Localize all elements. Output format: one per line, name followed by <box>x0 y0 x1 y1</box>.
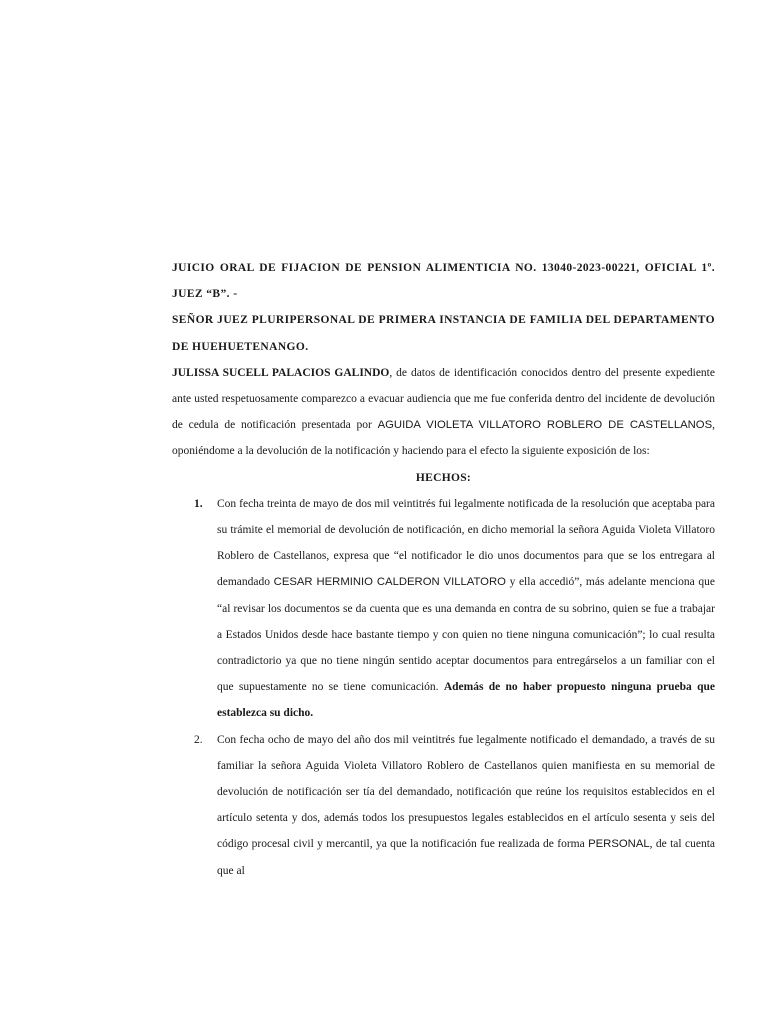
list-item <box>172 491 715 727</box>
item-1-text-b: y ella accedió”, más adelante menciona que “al revisar los documentos se da cuenta que es una demanda en contra de su sobrino, quien se fue a trabajar a Estados Unidos desde hace bastante tiempo y con quien no tiene ninguna comunicación”; lo cual resulta contradictorio ya que no tiene ningún sentido aceptar documentos para entregárselos a un familiar con el que supuestamente no se tiene comunicación. <box>217 576 715 694</box>
intro-paragraph <box>172 360 715 465</box>
item-2-text-a: Con fecha ocho de mayo del año dos mil veintitrés fue legalmente notificado el demandado, a través de su familiar la señora Aguida Violeta Villatoro Roblero de Castellanos quien manifiesta en su memorial de devolución de notificación ser tía del demandado, notificación que reúne los requisitos establecidos en el artículo setenta y dos, además todos los presupuestos legales establecidos en el artículo sesenta y seis del código procesal civil y mercantil, ya que la notificación fue realizada de forma <box>217 733 715 851</box>
court-address-heading <box>172 307 715 359</box>
case-reference: JUICIO ORAL DE FIJACION DE PENSION ALIMENTICIA NO. 13040-2023-00221, OFICIAL 1º. JUEZ “B”. - <box>172 262 715 301</box>
document-body <box>172 255 715 884</box>
opposing-party-name: AGUIDA VIOLETA VILLATORO ROBLERO DE CASTELLANOS <box>377 419 713 432</box>
defendant-name: CESAR HERMINIO CALDERON VILLATORO <box>273 576 506 589</box>
item-1-bold-text: Además de no haber propuesto ninguna prueba que establezca su dicho. <box>217 681 715 720</box>
section-title: HECHOS: <box>415 471 472 484</box>
court-address: SEÑOR JUEZ PLURIPERSONAL DE PRIMERA INSTANCIA DE FAMILIA DEL DEPARTAMENTO DE HUEHUETENANGO. <box>172 314 715 353</box>
list-item-number: 2. <box>194 733 203 746</box>
petitioner-name: JULISSA SUCELL PALACIOS GALINDO <box>172 366 390 379</box>
item-1-text-a: Con fecha treinta de mayo de dos mil veintitrés fui legalmente notificada de la resolución que aceptaba para su trámite el memorial de devolución de notificación, en dicho memorial la señora Aguida Violeta Villatoro Roblero de Castellanos, expresa que “el notificador le dio unos documentos para que se los entregara al demandado <box>217 497 715 589</box>
list-item <box>172 727 715 884</box>
list-item-number: 1. <box>194 497 203 510</box>
item-2-text-b: , de tal cuenta que al <box>217 838 715 877</box>
notification-type: PERSONAL <box>588 838 650 851</box>
intro-text-a: , de datos de identificación conocidos dentro del presente expediente ante usted respetuosamente comparezco a evacuar audiencia que me fue conferida dentro del incidente de devolución de cedula de notificación presentada por <box>172 366 715 432</box>
intro-text-b: , oponiéndome a la devolución de la notificación y haciendo para el efecto la siguiente exposición de los: <box>172 419 715 458</box>
case-reference-heading <box>172 255 715 307</box>
